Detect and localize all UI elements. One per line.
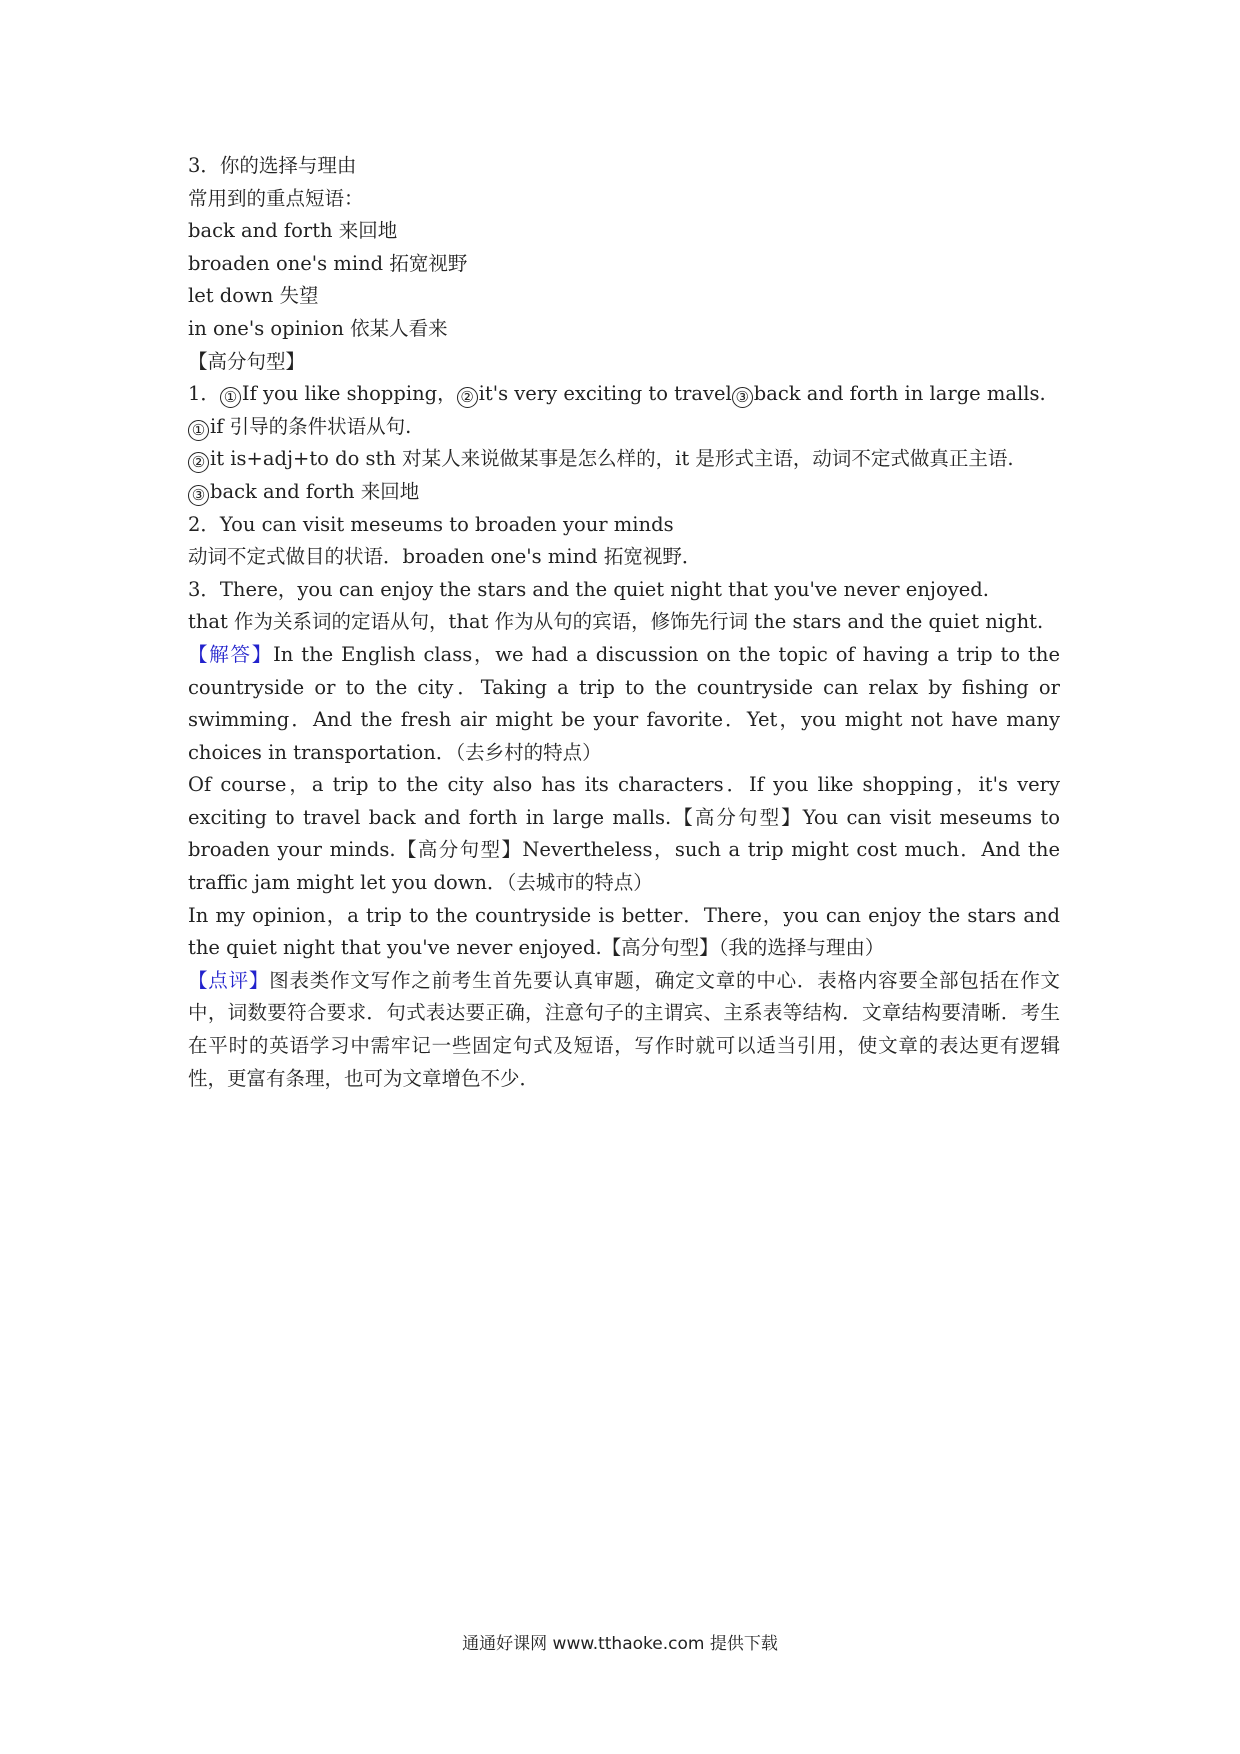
note-text: it is+adj+to do sth 对某人来说做某事是怎么样的，it 是形式主语，动词不定式做真正主语. <box>210 447 1014 471</box>
circled-two-marker: ② <box>188 452 209 473</box>
sentence-2: 2．You can visit meseums to broaden your minds <box>188 512 674 536</box>
answer-text: Nevertheless，such a trip might cost much．And the traffic jam might let you down．（去城市的特点） <box>188 838 1060 895</box>
comment-text: 图表类作文写作之前考生首先要认真审题，确定文章的中心．表格内容要全部包括在作文中，词数要符合要求．句式表达要正确，注意句子的主谓宾、主系表等结构．文章结构要清晰．考生在平时的英语学习中需牢记一些固定句式及短语，写作时就可以适当引用，使文章的表达更有逻辑性，更富有条理，也可为文章增色不少． <box>188 968 1060 1090</box>
circled-one-marker: ① <box>188 420 209 441</box>
section-heading: 3．你的选择与理由 <box>188 154 357 177</box>
circled-three-marker: ③ <box>732 387 753 408</box>
high-score-tag: 【高分句型】 <box>671 805 803 829</box>
circled-one-marker: ① <box>220 387 241 408</box>
high-score-tag: 【高分句型】 <box>601 936 719 960</box>
note-text: if 引导的条件状语从句. <box>210 414 412 438</box>
note-3 <box>188 476 1060 509</box>
answer-paragraph-1 <box>188 639 1060 769</box>
answer-text: In my opinion，a trip to the countryside is better．There，you can enjoy the stars and the quiet night that you've never enjoyed. <box>188 903 1060 960</box>
circled-three-marker: ③ <box>188 485 209 506</box>
phrase-item: let down 失望 <box>188 284 319 308</box>
sentence-2-note: 动词不定式做目的状语．broaden one's mind 拓宽视野． <box>188 545 702 569</box>
sentence-3: 3．There，you can enjoy the stars and the quiet night that you've never enjoyed. <box>188 577 989 601</box>
high-score-tag: 【高分句型】 <box>395 838 523 862</box>
answer-paragraph-2 <box>188 769 1060 899</box>
page-footer: 通通好课网 www.tthaoke.com 提供下载 <box>462 1634 778 1654</box>
comment-label: 【点评】 <box>188 968 270 992</box>
answer-text: Of course，a trip to the city also has its characters．If you like shopping，it's very exciting to travel back and forth in large malls. <box>188 773 1060 829</box>
sentence-part: it's very exciting to travel <box>478 382 732 406</box>
answer-paragraph-3 <box>188 900 1060 965</box>
sentence-1 <box>188 378 1060 411</box>
phrase-item: in one's opinion 依某人看来 <box>188 316 448 340</box>
answer-text: （我的选择与理由） <box>718 936 885 960</box>
sentence-3-note: that 作为关系词的定语从句，that 作为从句的宾语，修饰先行词 the stars and the quiet night. <box>188 610 1044 634</box>
note-2 <box>188 443 1060 476</box>
answer-text: In the English class，we had a discussion on the topic of having a trip to the countryside or to the city．Taking a trip to the countryside can relax by fishing or swimming．And the fresh air might be your favorite．Yet，you might not have many choices in transportation．（去乡村的特点） <box>188 642 1060 764</box>
comment-paragraph <box>188 965 1060 1095</box>
answer-text: You can visit meseums to broaden your minds. <box>188 805 1060 862</box>
sentence-part: back and forth in large malls. <box>753 382 1046 406</box>
phrase-item: back and forth 来回地 <box>188 219 398 243</box>
sentence-part: If you like shopping， <box>241 382 457 406</box>
high-score-title: 【高分句型】 <box>188 349 306 373</box>
answer-label: 【解答】 <box>188 642 274 666</box>
circled-two-marker: ② <box>457 387 478 408</box>
note-text: back and forth 来回地 <box>210 479 420 503</box>
note-1 <box>188 411 1060 444</box>
document-body <box>188 150 1060 1095</box>
phrase-item: broaden one's mind 拓宽视野 <box>188 251 468 275</box>
sentence-number: 1． <box>188 382 220 406</box>
phrases-title: 常用到的重点短语： <box>188 186 364 210</box>
